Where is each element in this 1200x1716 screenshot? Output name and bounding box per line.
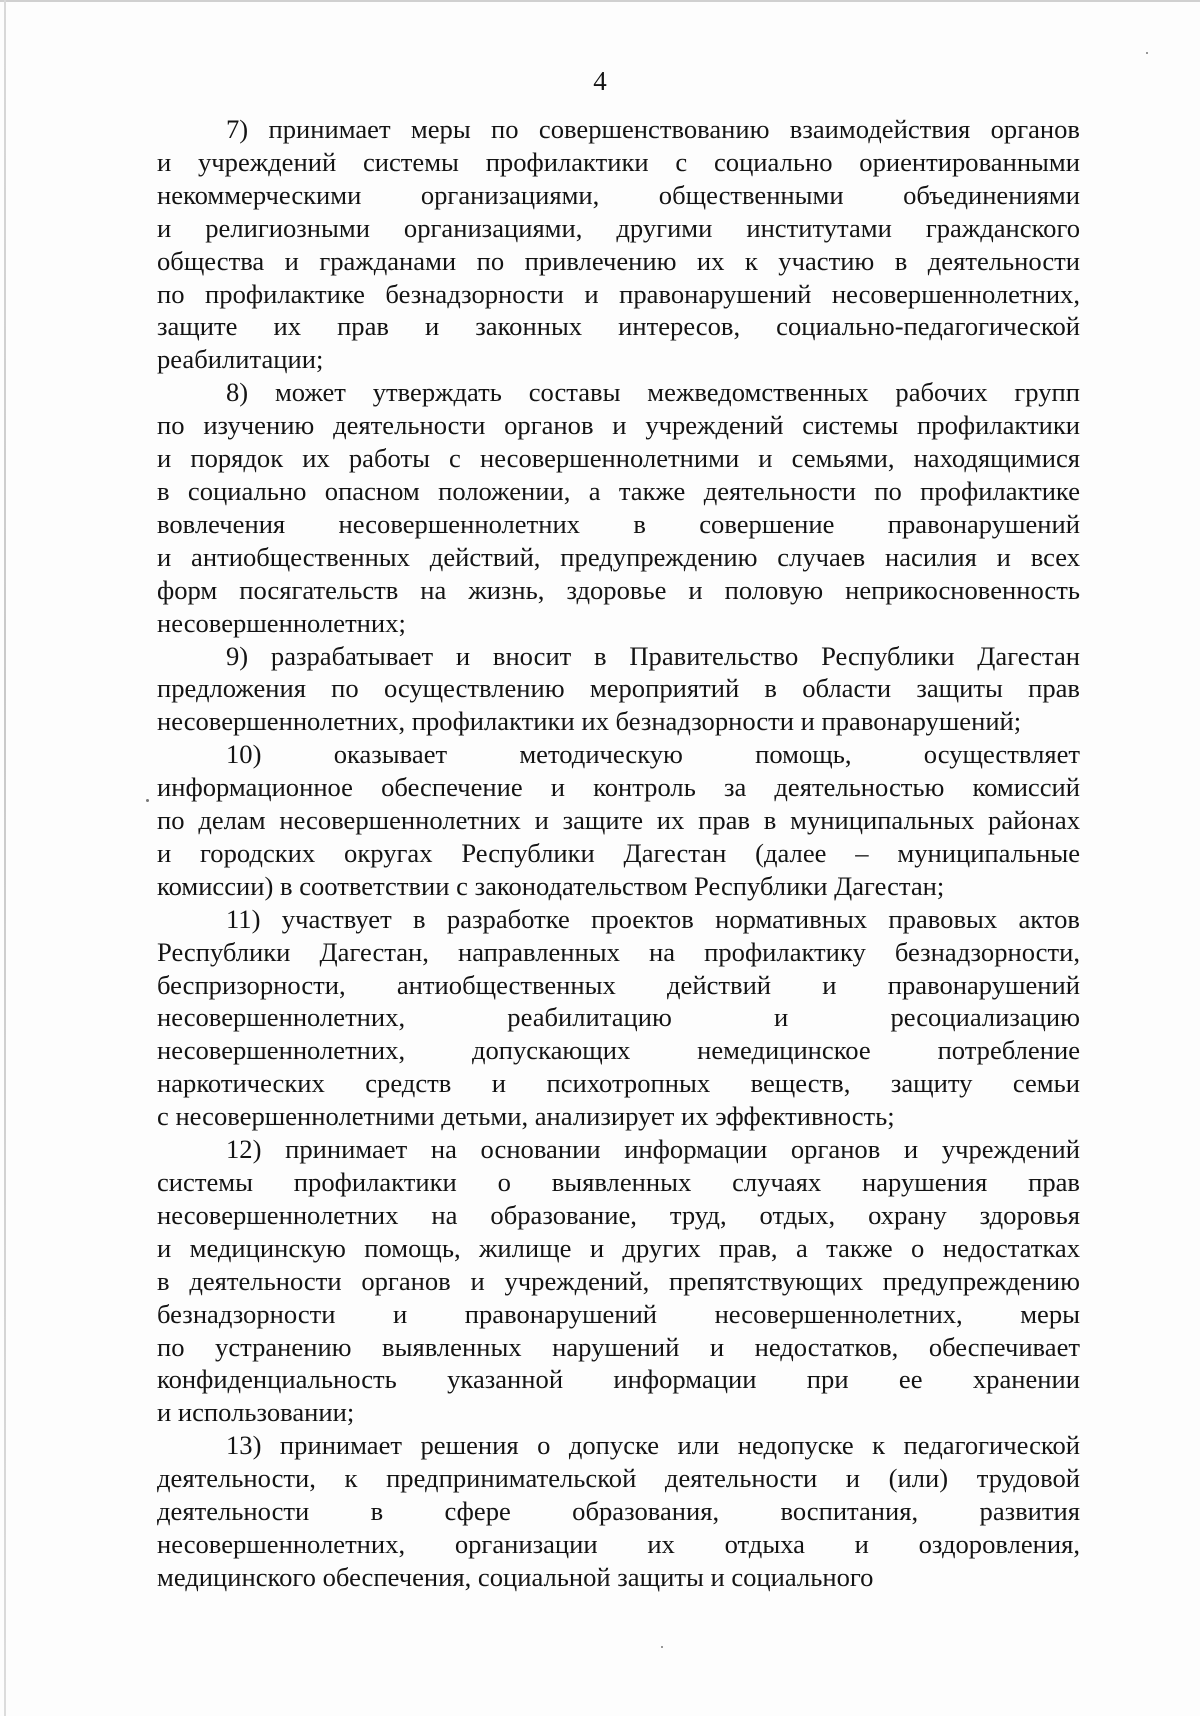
text-line: 11) участвует в разработке проектов нормативных правовых актов (226, 903, 1080, 934)
text-line: несовершеннолетних, допускающих немедицинское потребление (157, 1035, 1080, 1066)
text-line: деятельности в сфере образования, воспитания, развития (157, 1496, 1080, 1527)
text-line: несовершеннолетних, профилактики их безнадзорности и правонарушений; (157, 706, 1022, 737)
text-line: в социально опасном положении, а также деятельности по профилактике (157, 475, 1080, 506)
text-line: конфиденциальность указанной информации при ее хранении (157, 1364, 1080, 1395)
text-line: несовершеннолетних, реабилитацию и ресоциализацию (157, 1002, 1080, 1033)
text-line: реабилитации; (157, 344, 324, 375)
text-line: несовершеннолетних на образование, труд, отдых, охрану здоровья (157, 1199, 1080, 1230)
scan-speck (1146, 52, 1148, 54)
page-number: 4 (593, 66, 607, 96)
paragraph (157, 376, 1080, 639)
text-line: и городских округах Республики Дагестан (далее – муниципальные (157, 837, 1080, 868)
text-line: вовлечения несовершеннолетних в совершение правонарушений (157, 508, 1080, 539)
text-line: медицинского обеспечения, социальной защиты и социального (157, 1561, 874, 1592)
text-line: системы профилактики о выявленных случаях нарушения прав (157, 1167, 1080, 1197)
paragraph (157, 1429, 1080, 1594)
document-body (157, 113, 1080, 1594)
paragraph (157, 903, 1080, 1133)
text-line: 7) принимает меры по совершенствованию взаимодействия органов (226, 114, 1080, 144)
scan-speck (146, 799, 149, 802)
text-line: безнадзорности и правонарушений несовершеннолетних, меры (157, 1298, 1080, 1329)
text-line: Республики Дагестан, направленных на профилактику безнадзорности, (157, 936, 1080, 967)
text-line: защите их прав и законных интересов, социально-педагогической (157, 311, 1080, 342)
text-line: и учреждений системы профилактики с социально ориентированными (157, 146, 1080, 177)
text-line: наркотических средств и психотропных веществ, защиту семьи (157, 1068, 1080, 1099)
text-line: несовершеннолетних; (157, 607, 406, 638)
text-line: некоммерческими организациями, общественными объединениями (157, 179, 1080, 210)
text-line: и медицинскую помощь, жилище и других прав, а также о недостатках (157, 1232, 1080, 1263)
paragraph (157, 113, 1080, 376)
text-line: и порядок их работы с несовершеннолетними и семьями, находящимися (157, 443, 1080, 474)
text-line: 8) может утверждать составы межведомственных рабочих групп (226, 377, 1080, 408)
text-line: комиссии) в соответствии с законодательством Республики Дагестан; (157, 870, 945, 901)
text-line: деятельности, к предпринимательской деятельности и (или) трудовой (157, 1463, 1080, 1494)
paragraph (157, 1133, 1080, 1429)
scan-edge-left (4, 0, 6, 1716)
scan-edge-top (0, 0, 1200, 2)
text-line: и использовании; (157, 1397, 355, 1428)
text-line: предложения по осуществлению мероприятий в области защиты прав (157, 673, 1080, 704)
text-line: беспризорности, антиобщественных действий и правонарушений (157, 969, 1080, 1000)
text-line: в деятельности органов и учреждений, препятствующих предупреждению (157, 1265, 1080, 1296)
paragraph (157, 738, 1080, 903)
text-line: 10) оказывает методическую помощь, осуществляет (226, 739, 1080, 770)
text-line: по устранению выявленных нарушений и недостатков, обеспечивает (157, 1331, 1080, 1362)
text-line: по изучению деятельности органов и учреждений системы профилактики (157, 410, 1080, 441)
text-line: и религиозными организациями, другими институтами гражданского (157, 212, 1080, 243)
text-line: несовершеннолетних, организации их отдыха и оздоровления, (157, 1528, 1080, 1559)
scan-speck (661, 1646, 663, 1648)
text-line: 9) разрабатывает и вносит в Правительство Республики Дагестан (226, 640, 1080, 671)
text-line: 12) принимает на основании информации органов и учреждений (226, 1134, 1080, 1165)
paragraph (157, 640, 1080, 739)
text-line: и антиобщественных действий, предупреждению случаев насилия и всех (157, 541, 1080, 572)
text-line: 13) принимает решения о допуске или недопуске к педагогической (226, 1430, 1080, 1461)
text-line: общества и гражданами по привлечению их к участию в деятельности (157, 245, 1080, 276)
text-line: по делам несовершеннолетних и защите их прав в муниципальных районах (157, 805, 1080, 836)
text-line: форм посягательств на жизнь, здоровье и половую неприкосновенность (157, 574, 1080, 605)
text-line: по профилактике безнадзорности и правонарушений несовершеннолетних, (157, 278, 1080, 309)
text-line: информационное обеспечение и контроль за деятельностью комиссий (157, 772, 1080, 803)
text-line: с несовершеннолетними детьми, анализирует их эффективность; (157, 1101, 895, 1132)
